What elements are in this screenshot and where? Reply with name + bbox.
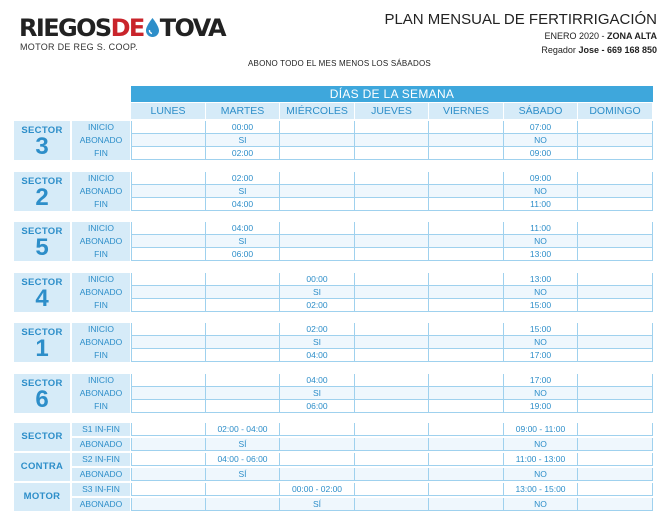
- table-row: [131, 286, 653, 299]
- table-cell: 11:00: [504, 222, 578, 234]
- table-cell: [206, 273, 280, 285]
- table-row: [131, 374, 653, 387]
- table-cell: [355, 483, 429, 495]
- table-cell: [578, 185, 653, 197]
- table-cell: 04:00: [206, 198, 280, 210]
- table-cell: 04:00: [280, 374, 355, 386]
- table-cell: [429, 286, 504, 298]
- table-cell: [578, 222, 653, 234]
- table-row: [131, 273, 653, 286]
- table-cell: [578, 134, 653, 146]
- table-cell: [578, 323, 653, 335]
- table-cell: [429, 121, 504, 133]
- table-cell: [578, 349, 653, 361]
- row-label: FIN: [72, 147, 130, 160]
- sector-number: 1: [35, 335, 49, 362]
- table-cell: [280, 438, 355, 450]
- table-cell: 15:00: [504, 299, 578, 311]
- table-cell: 09:00 - 11:00: [504, 423, 578, 435]
- motor-label-0: SECTOR: [14, 423, 70, 451]
- table-cell: 04:00 - 06:00: [206, 453, 280, 465]
- table-cell: 13:00: [504, 248, 578, 260]
- table-cell: [355, 438, 429, 450]
- table-cell: [131, 483, 206, 495]
- sector-word: SECTOR: [21, 378, 63, 389]
- table-cell: [355, 172, 429, 184]
- table-cell: SI: [206, 134, 280, 146]
- table-cell: [429, 336, 504, 348]
- table-row: [131, 185, 653, 198]
- table-row: [131, 147, 653, 160]
- day-header-1: MARTES: [206, 103, 280, 119]
- note: ABONO TODO EL MES MENOS LOS SÁBADOS: [248, 59, 431, 68]
- table-cell: 11:00: [504, 198, 578, 210]
- table-cell: [131, 323, 206, 335]
- row-label: FIN: [72, 400, 130, 413]
- table-row: [131, 453, 653, 466]
- table-cell: [429, 222, 504, 234]
- sector-number: 3: [35, 133, 49, 160]
- table-cell: [280, 248, 355, 260]
- table-cell: [280, 423, 355, 435]
- sector-word: SECTOR: [21, 226, 63, 237]
- logo-word-riegos: RIEGOS: [19, 14, 111, 42]
- table-cell: [429, 172, 504, 184]
- table-cell: 00:00: [280, 273, 355, 285]
- row-label: INICIO: [72, 172, 130, 185]
- logo-word-de: DE: [110, 14, 144, 42]
- table-cell: [429, 423, 504, 435]
- row-label: INICIO: [72, 273, 130, 286]
- logo-word-tova: TOVA: [159, 14, 225, 42]
- table-cell: [131, 222, 206, 234]
- table-row: [131, 349, 653, 362]
- table-cell: [429, 349, 504, 361]
- table-cell: SI: [280, 336, 355, 348]
- sector-word: SECTOR: [21, 125, 63, 136]
- table-cell: [578, 273, 653, 285]
- table-cell: NO: [504, 336, 578, 348]
- table-cell: [429, 453, 504, 465]
- table-cell: [578, 438, 653, 450]
- table-cell: [131, 185, 206, 197]
- table-cell: NO: [504, 387, 578, 399]
- zone: ZONA ALTA: [607, 31, 657, 41]
- row-label: ABONADO: [72, 336, 130, 349]
- table-cell: [280, 147, 355, 159]
- table-cell: 17:00: [504, 349, 578, 361]
- regador-line: [541, 45, 657, 55]
- row-label: FIN: [72, 349, 130, 362]
- sector-label-4: [14, 273, 70, 312]
- table-cell: 02:00 - 04:00: [206, 423, 280, 435]
- day-header-0: LUNES: [131, 103, 206, 119]
- table-cell: [355, 222, 429, 234]
- table-cell: 02:00: [280, 323, 355, 335]
- page-title: PLAN MENSUAL DE FERTIRRIGACIÓN: [384, 11, 657, 28]
- table-row: [131, 248, 653, 261]
- row-label: FIN: [72, 198, 130, 211]
- table-cell: [429, 235, 504, 247]
- table-cell: [578, 336, 653, 348]
- table-cell: [578, 248, 653, 260]
- table-cell: 04:00: [280, 349, 355, 361]
- table-cell: 17:00: [504, 374, 578, 386]
- table-cell: [578, 147, 653, 159]
- table-cell: [355, 349, 429, 361]
- table-cell: [131, 286, 206, 298]
- table-cell: [355, 235, 429, 247]
- sector-number: 2: [35, 184, 49, 211]
- table-cell: NO: [504, 286, 578, 298]
- regador-prefix: Regador: [541, 45, 579, 55]
- table-cell: [131, 498, 206, 510]
- table-row: [131, 323, 653, 336]
- sector-number: 6: [35, 386, 49, 413]
- sector-number: 5: [35, 234, 49, 261]
- table-cell: [206, 400, 280, 412]
- table-cell: 13:00 - 15:00: [504, 483, 578, 495]
- table-cell: SI: [280, 387, 355, 399]
- table-cell: 11:00 - 13:00: [504, 453, 578, 465]
- table-row: [131, 235, 653, 248]
- sector-word: SECTOR: [21, 327, 63, 338]
- table-cell: [280, 121, 355, 133]
- row-label: ABONADO: [72, 134, 130, 147]
- row-label: INICIO: [72, 121, 130, 134]
- table-cell: [429, 198, 504, 210]
- motor-label-2: MOTOR: [14, 483, 70, 511]
- table-cell: [578, 198, 653, 210]
- table-cell: [578, 483, 653, 495]
- table-cell: [131, 198, 206, 210]
- row-label: ABONADO: [72, 286, 130, 299]
- table-cell: [355, 185, 429, 197]
- table-cell: 02:00: [206, 147, 280, 159]
- table-cell: [429, 248, 504, 260]
- table-cell: [355, 134, 429, 146]
- table-cell: [131, 147, 206, 159]
- table-cell: [355, 286, 429, 298]
- table-cell: 02:00: [280, 299, 355, 311]
- table-row: [131, 400, 653, 413]
- table-cell: [355, 299, 429, 311]
- table-cell: [206, 374, 280, 386]
- table-cell: [429, 498, 504, 510]
- table-cell: 04:00: [206, 222, 280, 234]
- table-row: [131, 299, 653, 312]
- table-cell: [206, 286, 280, 298]
- table-cell: [355, 336, 429, 348]
- table-cell: 15:00: [504, 323, 578, 335]
- table-row: [131, 483, 653, 496]
- row-label: S2 IN-FIN: [72, 453, 130, 466]
- sector-word: SECTOR: [21, 277, 63, 288]
- table-cell: [280, 235, 355, 247]
- table-cell: NO: [504, 235, 578, 247]
- table-cell: [355, 468, 429, 480]
- table-cell: [131, 468, 206, 480]
- table-cell: [355, 147, 429, 159]
- sector-label-5: [14, 222, 70, 261]
- table-cell: [131, 299, 206, 311]
- day-header-3: JUEVES: [355, 103, 429, 119]
- table-row: [131, 172, 653, 185]
- table-cell: 06:00: [206, 248, 280, 260]
- logo-wordmark: [19, 14, 225, 42]
- table-cell: [280, 222, 355, 234]
- table-cell: 09:00: [504, 172, 578, 184]
- row-label: S1 IN-FIN: [72, 423, 130, 436]
- table-cell: [280, 468, 355, 480]
- table-cell: [206, 299, 280, 311]
- table-cell: [429, 323, 504, 335]
- table-cell: [355, 198, 429, 210]
- table-cell: [131, 438, 206, 450]
- table-cell: [355, 498, 429, 510]
- table-cell: [355, 374, 429, 386]
- table-cell: [131, 121, 206, 133]
- table-cell: 09:00: [504, 147, 578, 159]
- table-row: [131, 387, 653, 400]
- sector-label-6: [14, 374, 70, 413]
- table-cell: [131, 453, 206, 465]
- table-cell: [578, 423, 653, 435]
- table-cell: [578, 400, 653, 412]
- table-cell: [578, 299, 653, 311]
- table-cell: [355, 400, 429, 412]
- table-cell: [280, 172, 355, 184]
- table-cell: 19:00: [504, 400, 578, 412]
- row-label: INICIO: [72, 374, 130, 387]
- table-row: [131, 121, 653, 134]
- table-cell: [206, 498, 280, 510]
- table-row: [131, 468, 653, 481]
- table-cell: [578, 498, 653, 510]
- sector-label-3: [14, 121, 70, 160]
- row-label: ABONADO: [72, 387, 130, 400]
- sector-number: 4: [35, 285, 49, 312]
- table-cell: [355, 323, 429, 335]
- table-row: [131, 498, 653, 511]
- table-cell: [578, 235, 653, 247]
- table-row: [131, 198, 653, 211]
- table-cell: NO: [504, 134, 578, 146]
- table-cell: NO: [504, 468, 578, 480]
- row-label: INICIO: [72, 323, 130, 336]
- table-cell: [280, 134, 355, 146]
- logo-subtitle: MOTOR DE REG S. COOP.: [20, 42, 138, 52]
- day-header-6: DOMINGO: [578, 103, 653, 119]
- sector-label-1: [14, 323, 70, 362]
- table-cell: [578, 387, 653, 399]
- table-cell: [355, 273, 429, 285]
- sector-label-2: [14, 172, 70, 211]
- table-cell: [578, 121, 653, 133]
- row-label: FIN: [72, 299, 130, 312]
- table-cell: [355, 121, 429, 133]
- table-cell: 00:00: [206, 121, 280, 133]
- table-cell: [355, 248, 429, 260]
- table-cell: [206, 323, 280, 335]
- table-row: [131, 423, 653, 436]
- table-cell: [429, 468, 504, 480]
- table-cell: [355, 423, 429, 435]
- table-cell: SI: [206, 185, 280, 197]
- table-cell: [429, 374, 504, 386]
- table-cell: NO: [504, 185, 578, 197]
- table-cell: NO: [504, 498, 578, 510]
- table-cell: [131, 248, 206, 260]
- day-header-4: VIERNES: [429, 103, 504, 119]
- row-label: FIN: [72, 248, 130, 261]
- table-cell: [280, 198, 355, 210]
- day-header-5: SÁBADO: [504, 103, 578, 119]
- table-cell: [131, 336, 206, 348]
- table-cell: [206, 336, 280, 348]
- table-cell: NO: [504, 438, 578, 450]
- period-line: [544, 31, 657, 41]
- table-cell: [206, 387, 280, 399]
- table-cell: [429, 438, 504, 450]
- table-cell: [131, 273, 206, 285]
- table-cell: 02:00: [206, 172, 280, 184]
- table-row: [131, 134, 653, 147]
- table-cell: [578, 374, 653, 386]
- table-cell: [280, 453, 355, 465]
- table-cell: 06:00: [280, 400, 355, 412]
- row-label: S3 IN-FIN: [72, 483, 130, 496]
- table-cell: SI: [206, 235, 280, 247]
- row-label: ABONADO: [72, 498, 130, 511]
- table-cell: [578, 286, 653, 298]
- table-cell: SI: [280, 286, 355, 298]
- table-row: [131, 222, 653, 235]
- motor-label-1: CONTRA: [14, 453, 70, 481]
- table-cell: 13:00: [504, 273, 578, 285]
- table-cell: [429, 387, 504, 399]
- table-cell: [131, 400, 206, 412]
- table-cell: [131, 235, 206, 247]
- day-header-2: MIÉRCOLES: [280, 103, 355, 119]
- days-band: DÍAS DE LA SEMANA: [131, 86, 653, 102]
- table-cell: SÍ: [206, 468, 280, 480]
- row-label: INICIO: [72, 222, 130, 235]
- period: ENERO 2020 -: [544, 31, 607, 41]
- table-cell: [131, 423, 206, 435]
- table-row: [131, 438, 653, 451]
- table-cell: [355, 387, 429, 399]
- table-cell: [206, 349, 280, 361]
- company-logo: [19, 14, 235, 54]
- table-cell: 00:00 - 02:00: [280, 483, 355, 495]
- row-label: ABONADO: [72, 468, 130, 481]
- table-cell: [429, 400, 504, 412]
- table-cell: SÍ: [280, 498, 355, 510]
- table-cell: [131, 172, 206, 184]
- table-row: [131, 336, 653, 349]
- table-cell: [578, 172, 653, 184]
- sector-word: SECTOR: [21, 176, 63, 187]
- table-cell: [429, 134, 504, 146]
- table-cell: [206, 483, 280, 495]
- table-cell: [429, 273, 504, 285]
- row-label: ABONADO: [72, 438, 130, 451]
- table-cell: [355, 453, 429, 465]
- regador-name: Jose - 669 168 850: [578, 45, 657, 55]
- table-cell: SÍ: [206, 438, 280, 450]
- row-label: ABONADO: [72, 235, 130, 248]
- table-cell: [578, 468, 653, 480]
- table-cell: [429, 185, 504, 197]
- table-cell: [131, 349, 206, 361]
- row-label: ABONADO: [72, 185, 130, 198]
- table-cell: [131, 134, 206, 146]
- table-cell: [429, 299, 504, 311]
- table-cell: 07:00: [504, 121, 578, 133]
- table-cell: [131, 387, 206, 399]
- table-cell: [429, 483, 504, 495]
- table-cell: [578, 453, 653, 465]
- table-cell: [280, 185, 355, 197]
- table-cell: [429, 147, 504, 159]
- water-drop-icon: [145, 18, 160, 38]
- table-cell: [131, 374, 206, 386]
